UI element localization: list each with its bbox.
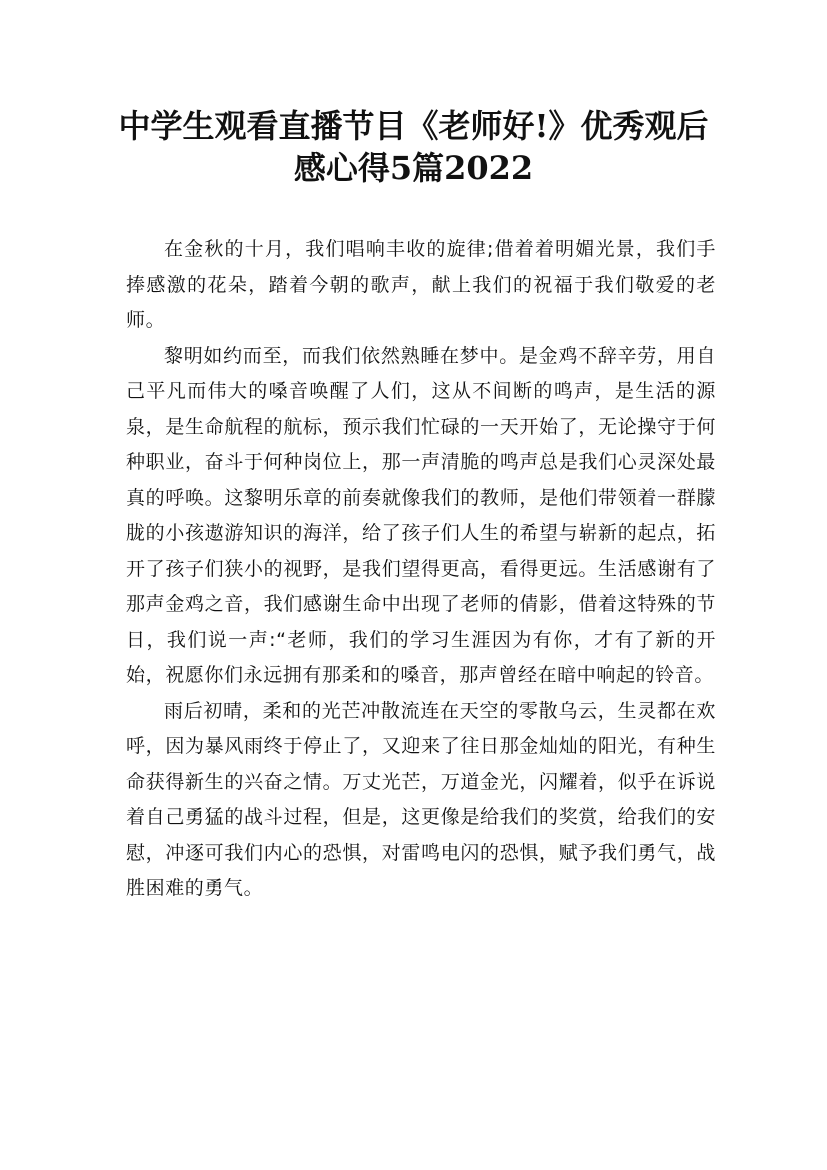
paragraph-1: 在金秋的十月，我们唱响丰收的旋律;借着着明媚光景，我们手捧感激的花朵，踏着今朝的歌声，献上我们的祝福于我们敬爱的老师。: [126, 238, 716, 331]
paragraph-2: 黎明如约而至，而我们依然熟睡在梦中。是金鸡不辞辛劳，用自己平凡而伟大的嗓音唤醒了人们，这从不间断的鸣声，是生活的源泉，是生命航程的航标，预示我们忙碌的一天开始了，无论操守于何种职业，奋斗于何种岗位上，那一声清脆的鸣声总是我们心灵深处最真的呼唤。这黎明乐章的前奏就像我们的教师，是他们带领着一群朦胧的小孩遨游知识的海洋，给了孩子们人生的希望与崭新的起点，拓开了孩子们狭小的视野，是我们望得更高，看得更远。生活感谢有了那声金鸡之音，我们感谢生命中出现了老师的倩影，借着这特殊的节日，我们说一声:“老师，我们的学习生涯因为有你，才有了新的开始，祝愿你们永远拥有那柔和的嗓音，那声曾经在暗中响起的铃音。: [126, 344, 716, 686]
document-body: [126, 232, 716, 907]
document-title-line-2: 感心得5篇2022: [293, 149, 534, 187]
document-title-line-1: 中学生观看直播节目《老师好!》优秀观后: [118, 107, 709, 145]
paragraph-3: 雨后初晴，柔和的光芒冲散流连在天空的零散乌云，生灵都在欢呼，因为暴风雨终于停止了，又迎来了往日那金灿灿的阳光，有种生命获得新生的兴奋之情。万丈光芒，万道金光，闪耀着，似乎在诉说着自己勇猛的战斗过程，但是，这更像是给我们的奖赏，给我们的安慰，冲逐可我们内心的恐惧，对雷鸣电闪的恐惧，赋予我们勇气，战胜困难的勇气。: [126, 699, 716, 899]
